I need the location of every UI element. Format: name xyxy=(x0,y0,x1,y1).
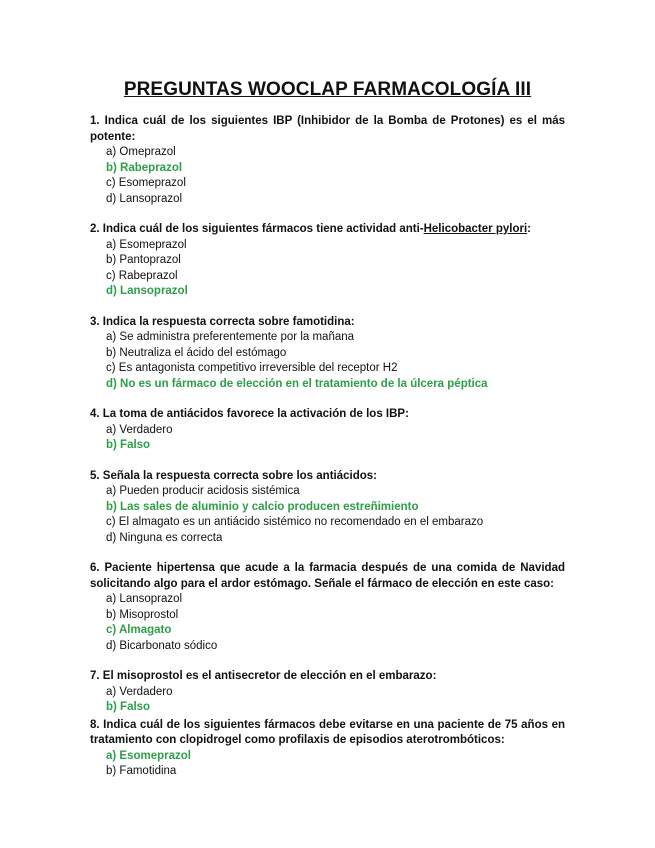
answer-option: b) Famotidina xyxy=(106,765,177,777)
question-stem: 6. Paciente hipertensa que acude a la farmacia después de una comida de Navidad solicitando algo para el ardor estómago. Señale el fármaco de elección en este caso: xyxy=(90,562,565,590)
answer-option: d) Lansoprazol xyxy=(106,192,183,205)
answer-option: b) Neutraliza el ácido del estómago xyxy=(106,346,287,359)
question-6 xyxy=(90,561,565,654)
question-stem: 3. Indica la respuesta correcta sobre famotidina: xyxy=(90,315,355,328)
question-list xyxy=(90,114,565,795)
answer-option: a) Omeprazol xyxy=(106,146,176,158)
question-stem: 4. La toma de antiácidos favorece la activación de los IBP: xyxy=(90,408,409,420)
answer-option: a) Esomeprazol xyxy=(106,238,187,251)
question-5 xyxy=(90,469,565,547)
answer-option: b) Misoprostol xyxy=(106,608,179,621)
question-8 xyxy=(90,718,565,780)
question-stem-underlined: Helicobacter pylori xyxy=(423,223,528,235)
answer-option: c) Rabeprazol xyxy=(106,269,178,282)
correct-answer-option: b) Las sales de aluminio y calcio producen estreñimiento xyxy=(106,500,419,513)
answer-option: a) Lansoprazol xyxy=(106,593,183,605)
question-7 xyxy=(90,669,565,716)
answer-option: b) Pantoprazol xyxy=(106,254,181,266)
answer-option: d) Bicarbonato sódico xyxy=(106,639,218,652)
question-2 xyxy=(90,222,565,300)
correct-answer-option: b) Falso xyxy=(106,439,151,451)
page-title: PREGUNTAS WOOCLAP FARMACOLOGÍA III xyxy=(123,79,532,100)
correct-answer-option: d) Lansoprazol xyxy=(106,285,188,297)
question-1 xyxy=(90,114,565,207)
question-3 xyxy=(90,315,565,393)
question-stem: 5. Señala la respuesta correcta sobre los antiácidos: xyxy=(90,469,377,482)
answer-option: a) Verdadero xyxy=(106,685,173,698)
question-stem: 7. El misoprostol es el antisecretor de elección en el embarazo: xyxy=(90,670,437,682)
question-4 xyxy=(90,407,565,454)
answer-option: a) Verdadero xyxy=(106,423,173,436)
correct-answer-option: a) Esomeprazol xyxy=(106,749,191,762)
correct-answer-option: c) Almagato xyxy=(106,624,172,636)
question-stem: 1. Indica cuál de los siguientes IBP (Inhibidor de la Bomba de Protones) es el más potente: xyxy=(90,115,565,143)
question-stem: 8. Indica cuál de los siguientes fármacos debe evitarse en una paciente de 75 años en tratamiento con clopidrogel como profilaxis de episodios aterotrombóticos: xyxy=(90,718,565,746)
correct-answer-option: d) No es un fármaco de elección en el tratamiento de la úlcera péptica xyxy=(106,377,488,390)
question-stem-suffix: : xyxy=(527,223,531,235)
answer-option: c) Esomeprazol xyxy=(106,177,186,189)
answer-option: c) Es antagonista competitivo irreversible del receptor H2 xyxy=(106,362,398,374)
question-stem-text: 2. Indica cuál de los siguientes fármacos tiene actividad anti- xyxy=(90,223,424,235)
correct-answer-option: b) Falso xyxy=(106,701,151,713)
answer-option: a) Pueden producir acidosis sistémica xyxy=(106,485,300,497)
answer-option: c) El almagato es un antiácido sistémico no recomendado en el embarazo xyxy=(106,516,484,528)
question-stem xyxy=(90,222,565,238)
correct-answer-option: b) Rabeprazol xyxy=(106,161,183,174)
answer-option: a) Se administra preferentemente por la mañana xyxy=(106,331,355,343)
answer-option: d) Ninguna es correcta xyxy=(106,531,223,544)
